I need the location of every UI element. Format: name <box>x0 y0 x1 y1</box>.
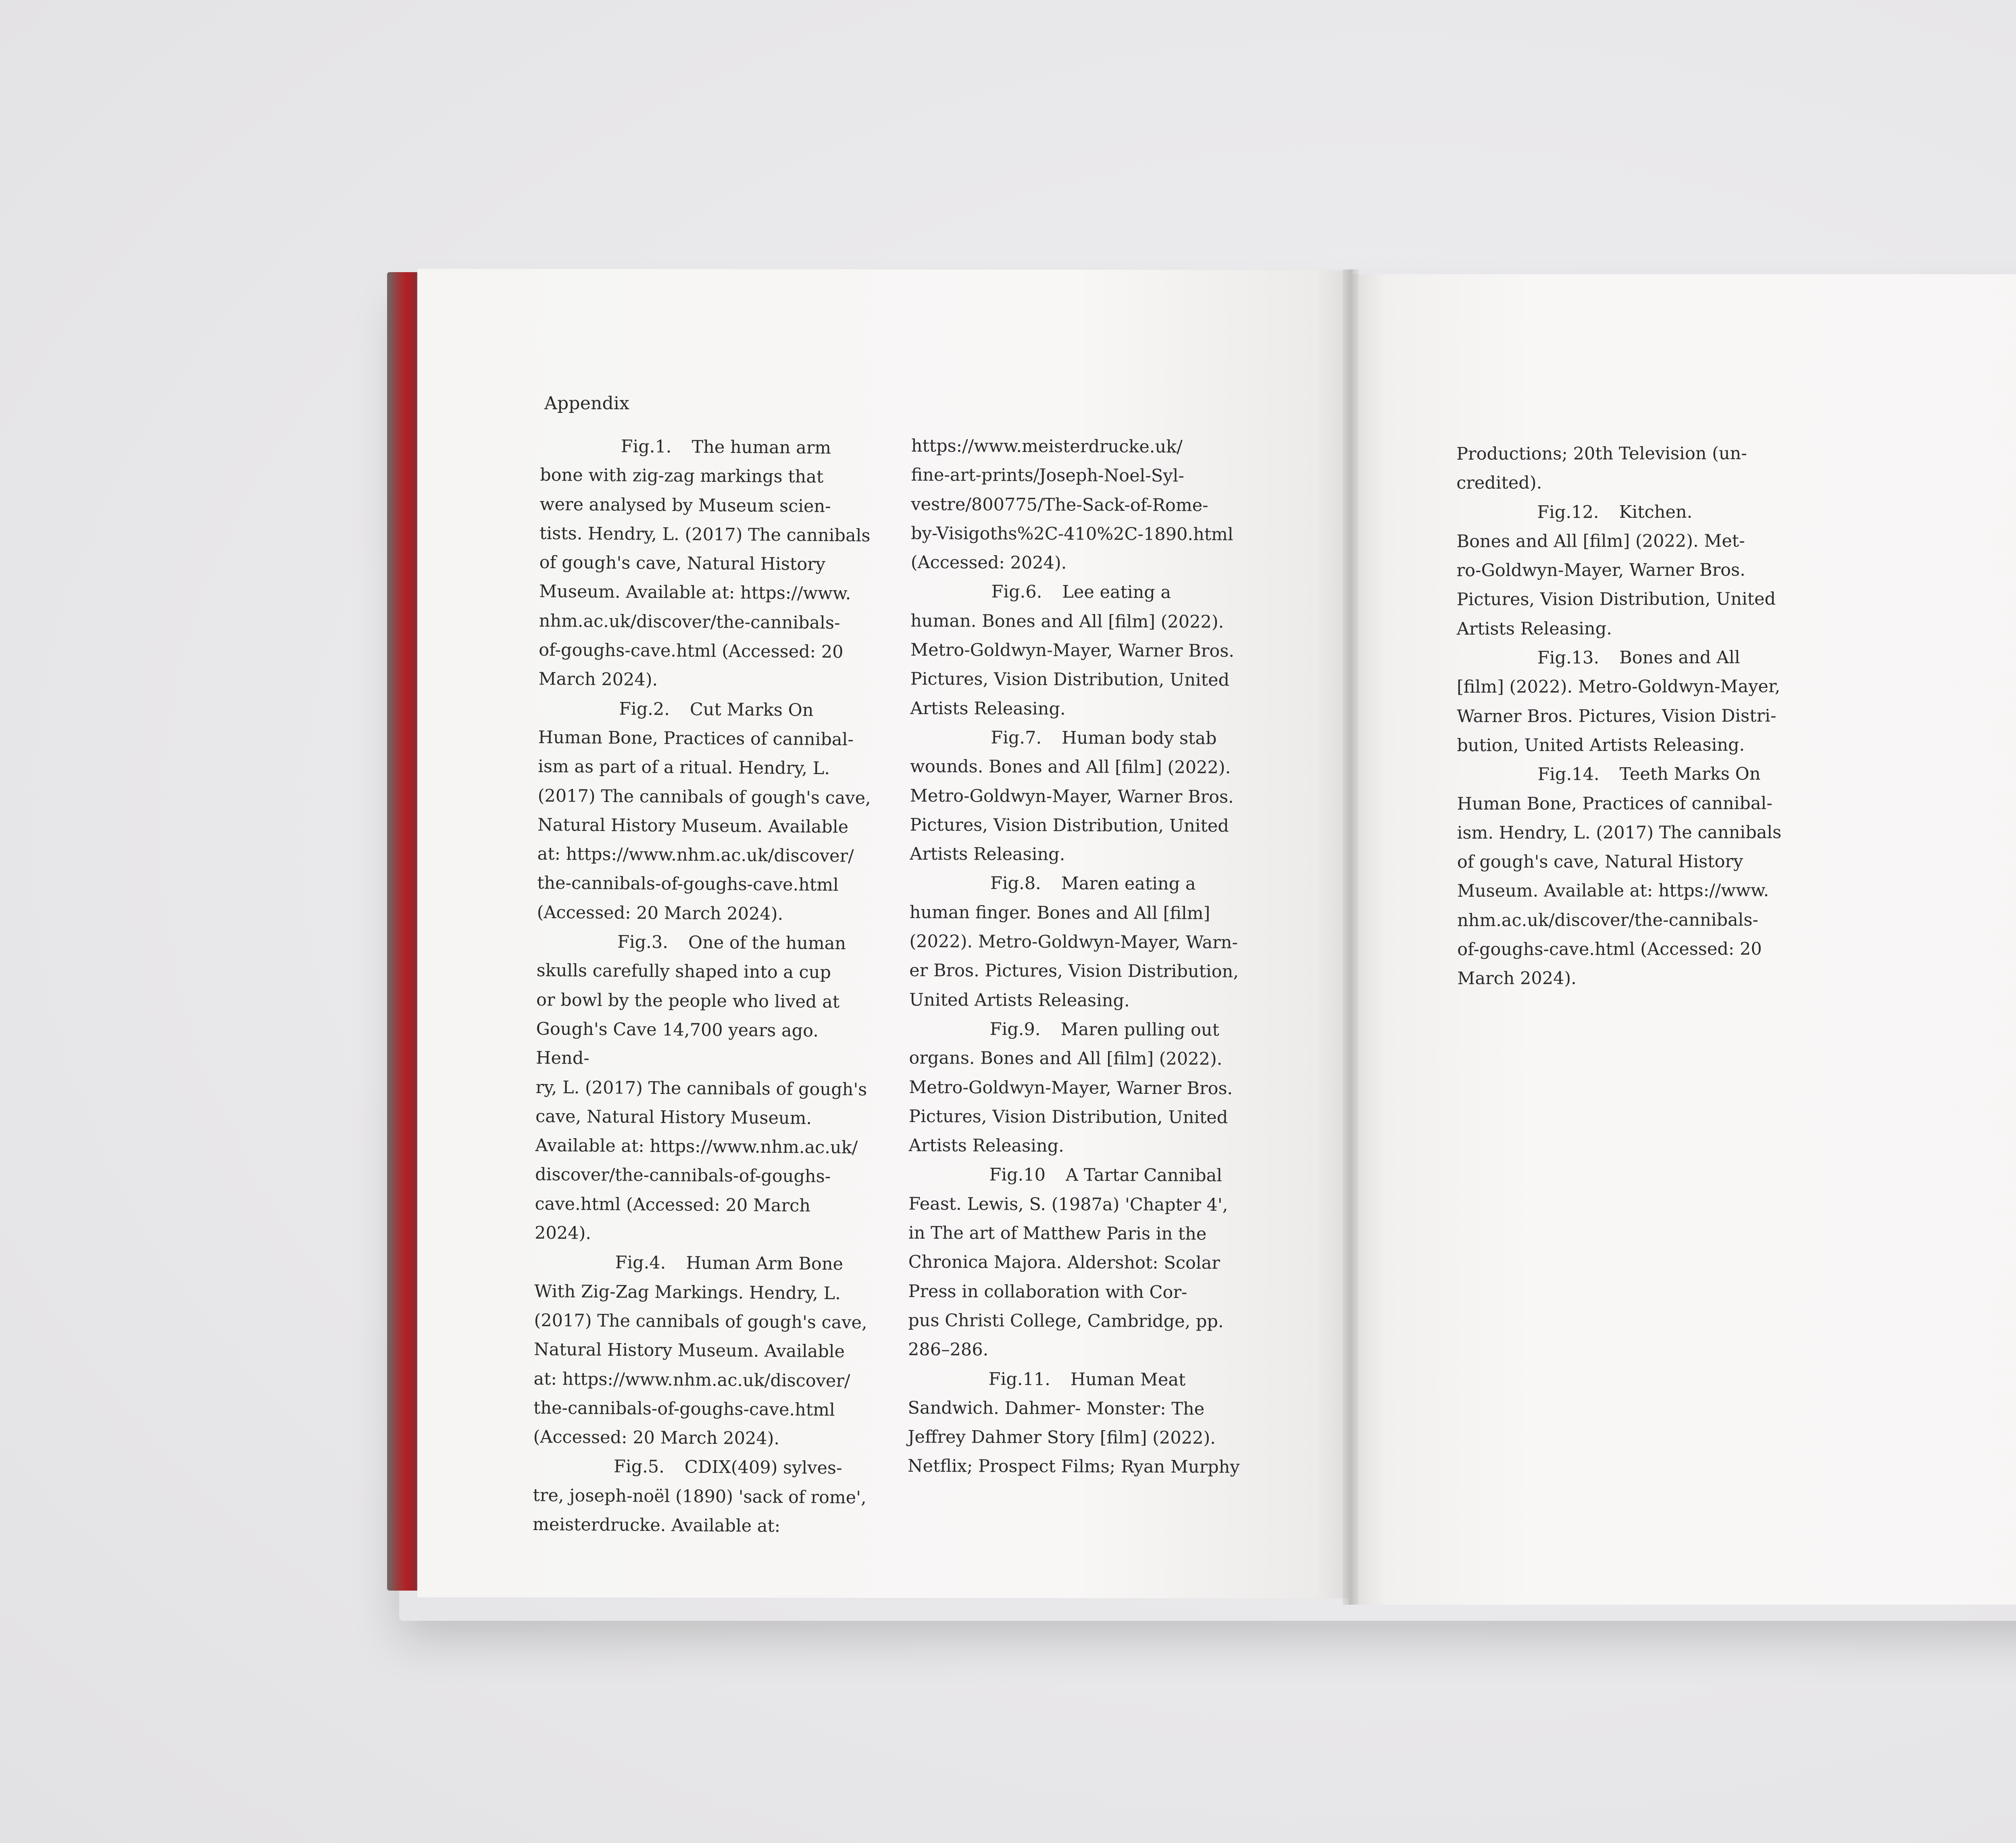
entry-line <box>908 1160 1243 1190</box>
entry-text: Human Meat <box>1070 1369 1186 1390</box>
entry-line <box>538 694 873 725</box>
entry-line <box>1457 585 1791 614</box>
entry-text: were analysed by Museum scien- <box>539 494 831 516</box>
entry-text: (Accessed: 20 March 2024). <box>533 1427 780 1449</box>
entry-text: (Accessed: 2024). <box>910 552 1067 573</box>
entry-line <box>534 1335 868 1366</box>
entry-line <box>908 1277 1243 1307</box>
figure-number: Fig.4. <box>615 1252 666 1273</box>
entry-text: or bowl by the people who lived at <box>536 989 840 1012</box>
entry-text: meisterdrucke. Available at: <box>532 1514 781 1537</box>
entry-line <box>908 1189 1243 1220</box>
entry-text: Bones and All <box>1619 647 1740 668</box>
entry-text: wounds. Bones and All [film] (2022). <box>910 756 1231 778</box>
entry-text: the-cannibals-of-goughs-cave.html <box>537 873 839 895</box>
appendix-entry <box>1456 439 1791 498</box>
entry-text: March 2024). <box>538 669 658 690</box>
appendix-entry <box>537 694 873 929</box>
show-through-text <box>1861 439 2016 614</box>
entry-line <box>1457 876 1792 906</box>
entry-line <box>1456 497 1791 527</box>
entry-text: Museum. Available at: https://www. <box>1457 881 1769 902</box>
entry-line <box>908 1218 1243 1249</box>
entry-text: (2022). Metro-Goldwyn-Mayer, Warn- <box>909 931 1238 953</box>
entry-line <box>909 1014 1244 1045</box>
entry-text: bution, United Artists Releasing. <box>1457 735 1745 756</box>
entry-line <box>539 548 874 579</box>
entry-text: organs. Bones and All [film] (2022). <box>909 1048 1223 1069</box>
figure-number: Fig.9. <box>989 1019 1041 1040</box>
entry-text: A Tartar Cannibal <box>1065 1165 1223 1186</box>
entry-line <box>910 577 1245 607</box>
entry-line <box>539 606 873 638</box>
entry-line <box>911 519 1245 549</box>
entry-line <box>538 664 873 696</box>
entry-text: The human arm <box>691 437 831 458</box>
entry-line <box>908 1422 1242 1453</box>
entry-text: Metro-Goldwyn-Mayer, Warner Bros. <box>910 785 1234 807</box>
entry-text: human. Bones and All [film] (2022). <box>910 610 1224 632</box>
entry-line <box>537 898 871 929</box>
entry-text: ry, L. (2017) The cannibals of gough's <box>535 1077 867 1100</box>
entry-text: credited). <box>1456 473 1542 494</box>
entry-text: United Artists Releasing. <box>909 989 1130 1011</box>
entry-line <box>1457 731 1791 760</box>
entry-text: [film] (2022). Metro-Goldwyn-Mayer, <box>1457 676 1781 698</box>
entry-line <box>911 548 1245 578</box>
entry-text: Natural History Museum. Available <box>537 814 849 837</box>
entry-text: Press in collaboration with Cor- <box>908 1281 1187 1303</box>
entry-line <box>536 985 871 1017</box>
entry-line <box>1457 701 1791 731</box>
entry-text: ro-Goldwyn-Mayer, Warner Bros. <box>1456 560 1745 581</box>
appendix-entry <box>535 927 872 1250</box>
entry-line <box>1457 847 1792 877</box>
entry-line <box>540 431 875 463</box>
entry-text: by-Visigoths%2C-410%2C-1890.html <box>911 523 1233 545</box>
appendix-entry <box>909 868 1244 1015</box>
entry-line <box>909 1131 1243 1161</box>
entry-line <box>910 810 1244 841</box>
entry-text: of-goughs-cave.html (Accessed: 20 <box>539 640 843 662</box>
entry-text: vestre/800775/The-Sack-of-Rome- <box>911 494 1208 516</box>
entry-text: of gough's cave, Natural History <box>539 552 826 575</box>
entry-line <box>1457 935 1792 964</box>
entry-text: (2017) The cannibals of gough's cave, <box>534 1310 867 1333</box>
entry-text: Artists Releasing. <box>1456 618 1612 639</box>
entry-line <box>1457 789 1792 818</box>
appendix-entry <box>910 577 1245 724</box>
entry-text: Human body stab <box>1062 728 1217 749</box>
entry-line <box>909 1102 1243 1132</box>
entry-text: March 2024). <box>1457 968 1577 989</box>
entry-text: Warner Bros. Pictures, Vision Distri- <box>1457 706 1776 727</box>
entry-line <box>1457 818 1792 848</box>
entry-text: (2017) The cannibals of gough's cave, <box>537 785 871 808</box>
appendix-entry <box>1456 497 1791 643</box>
entry-line <box>910 839 1244 870</box>
entry-line <box>908 1451 1242 1482</box>
entry-line <box>911 431 1246 462</box>
figure-number: Fig.10 <box>989 1165 1046 1185</box>
entry-text: pus Christi College, Cambridge, pp. <box>908 1310 1224 1332</box>
entry-text: Jeffrey Dahmer Story [film] (2022). <box>908 1427 1216 1448</box>
entry-line <box>1456 439 1791 469</box>
entry-text: Human Bone, Practices of cannibal- <box>538 727 854 750</box>
entry-text: tists. Hendry, L. (2017) The cannibals <box>539 523 871 546</box>
entry-text: discover/the-cannibals-of-goughs- <box>535 1164 831 1187</box>
entry-text: Maren pulling out <box>1060 1019 1219 1040</box>
entry-text: er Bros. Pictures, Vision Distribution, <box>909 960 1239 982</box>
entry-line <box>910 694 1245 724</box>
entry-line <box>535 1160 870 1191</box>
entry-line <box>533 1364 868 1395</box>
entry-text: https://www.meisterdrucke.uk/ <box>911 435 1183 457</box>
entry-text: cave, Natural History Museum. <box>535 1106 812 1129</box>
figure-number: Fig.7. <box>991 727 1042 748</box>
entry-text: Cut Marks On <box>689 699 814 721</box>
entry-line <box>537 810 872 842</box>
appendix-entry <box>1457 643 1792 760</box>
entry-text: of gough's cave, Natural History <box>1457 851 1743 873</box>
figure-number: Fig.2. <box>619 699 670 719</box>
entry-line <box>910 606 1245 637</box>
entry-line <box>533 1451 868 1483</box>
entry-line <box>909 1073 1243 1103</box>
entry-text: at: https://www.nhm.ac.uk/discover/ <box>533 1368 850 1391</box>
entry-text: Human Arm Bone <box>686 1253 843 1274</box>
entry-line <box>1457 643 1791 673</box>
entry-line <box>533 1510 867 1541</box>
entry-text: 286–286. <box>908 1339 989 1360</box>
entry-line <box>1457 614 1791 643</box>
entry-text: Pictures, Vision Distribution, United <box>910 669 1230 691</box>
figure-number: Fig.12. <box>1537 502 1599 523</box>
entry-line <box>533 1393 868 1425</box>
entry-line <box>540 460 875 492</box>
entry-text: Gough's Cave 14,700 years ago. Hend- <box>535 1018 819 1069</box>
entry-text: human finger. Bones and All [film] <box>909 902 1210 924</box>
entry-line <box>539 635 873 667</box>
entry-line <box>537 927 871 958</box>
entry-line <box>910 868 1244 899</box>
entry-line <box>1456 526 1791 556</box>
entry-line <box>908 1306 1243 1336</box>
left-page-column-1 <box>533 431 875 1541</box>
entry-text: (Accessed: 20 March 2024). <box>537 902 783 924</box>
entry-line <box>908 1247 1243 1278</box>
entry-text: ism. Hendry, L. (2017) The cannibals <box>1457 822 1782 843</box>
entry-text: Productions; 20th Television (un- <box>1456 443 1747 464</box>
appendix-entry <box>910 723 1245 870</box>
entry-text: ism as part of a ritual. Hendry, L. <box>538 756 830 779</box>
figure-number: Fig.6. <box>991 582 1042 602</box>
entry-line <box>910 781 1245 812</box>
entry-line <box>539 490 874 521</box>
entry-line <box>535 1189 870 1250</box>
entry-text: Bones and All [film] (2022). Met- <box>1456 531 1745 552</box>
entry-text: Pictures, Vision Distribution, United <box>1456 589 1776 610</box>
entry-text: Available at: https://www.nhm.ac.uk/ <box>535 1135 858 1158</box>
entry-text: fine-art-prints/Joseph-Noel-Syl- <box>911 465 1185 486</box>
entry-line <box>534 1247 869 1279</box>
entry-line <box>537 839 872 871</box>
entry-text: Sandwich. Dahmer- Monster: The <box>908 1397 1205 1419</box>
entry-line <box>539 577 874 608</box>
entry-line <box>908 1335 1243 1365</box>
entry-text: Metro-Goldwyn-Mayer, Warner Bros. <box>910 640 1235 661</box>
entry-text: cave.html (Accessed: 20 March 2024). <box>534 1193 811 1243</box>
entry-line <box>909 927 1244 957</box>
entry-line <box>534 1306 868 1337</box>
entry-text: Natural History Museum. Available <box>533 1339 845 1362</box>
entry-line <box>908 1364 1243 1394</box>
entry-text: Netflix; Prospect Films; Ryan Murphy <box>907 1456 1240 1478</box>
left-page-column-2 <box>908 431 1246 1482</box>
entry-text: Artists Releasing. <box>910 844 1065 865</box>
figure-number: Fig.14. <box>1537 764 1599 785</box>
entry-line <box>909 1043 1243 1074</box>
entry-line <box>909 956 1244 986</box>
appendix-entry <box>533 1247 869 1454</box>
entry-text: of-goughs-cave.html (Accessed: 20 <box>1457 939 1762 960</box>
figure-number: Fig.3. <box>617 932 669 953</box>
appendix-entry <box>908 1364 1243 1482</box>
appendix-entry <box>909 1014 1244 1161</box>
figure-number: Fig.8. <box>990 873 1041 894</box>
entry-text: tre, joseph-noël (1890) 'sack of rome', <box>533 1485 866 1508</box>
entry-line <box>536 956 871 987</box>
entry-line <box>534 1277 869 1308</box>
book-gutter <box>1343 269 1359 1605</box>
entry-line <box>537 781 872 813</box>
entry-line <box>909 985 1244 1016</box>
entry-line <box>911 490 1245 520</box>
entry-line <box>908 1393 1242 1424</box>
figure-number: Fig.5. <box>613 1456 665 1477</box>
entry-text: Museum. Available at: https://www. <box>539 581 851 604</box>
entry-text: Kitchen. <box>1619 502 1693 522</box>
entry-line <box>537 868 872 900</box>
figure-number: Fig.13. <box>1537 648 1599 668</box>
entry-text: Feast. Lewis, S. (1987a) 'Chapter 4', <box>908 1193 1228 1215</box>
entry-text: at: https://www.nhm.ac.uk/discover/ <box>537 844 854 866</box>
entry-line <box>1456 468 1791 498</box>
entry-line <box>536 1014 871 1075</box>
entry-text: in The art of Matthew Paris in the <box>908 1223 1207 1244</box>
entry-line <box>1457 964 1792 993</box>
entry-text: Pictures, Vision Distribution, United <box>908 1106 1228 1128</box>
figure-number: Fig.11. <box>988 1369 1051 1389</box>
entry-line <box>535 1072 870 1104</box>
entry-line <box>910 898 1244 928</box>
entry-text: nhm.ac.uk/discover/the-cannibals- <box>1457 910 1758 931</box>
entry-line <box>533 1422 868 1454</box>
entry-line <box>1457 556 1791 585</box>
entry-line <box>535 1131 870 1162</box>
entry-text: bone with zig-zag markings that <box>540 465 824 487</box>
entry-text: Maren eating a <box>1061 873 1196 894</box>
entry-text: Human Bone, Practices of cannibal- <box>1457 793 1772 814</box>
entry-line <box>538 752 873 783</box>
figure-number: Fig.1. <box>621 436 672 457</box>
entry-text: CDIX(409) sylves- <box>684 1457 842 1479</box>
entry-text: One of the human <box>688 932 846 954</box>
entry-line <box>535 1102 870 1133</box>
entry-text: Teeth Marks On <box>1619 764 1761 785</box>
entry-line <box>910 664 1245 695</box>
right-page-column-1 <box>1456 439 1792 993</box>
entry-text: Pictures, Vision Distribution, United <box>910 814 1229 836</box>
entry-line <box>1457 905 1792 935</box>
entry-text: Metro-Goldwyn-Mayer, Warner Bros. <box>909 1077 1233 1099</box>
entry-line <box>910 635 1245 666</box>
entry-text: skulls carefully shaped into a cup <box>536 960 831 983</box>
entry-line <box>1457 672 1791 702</box>
appendix-entry <box>538 431 875 696</box>
entry-line <box>538 723 873 754</box>
appendix-entry <box>1457 760 1792 993</box>
entry-text: Chronica Majora. Aldershot: Scolar <box>908 1252 1220 1273</box>
entry-text: Lee eating a <box>1062 582 1171 603</box>
entry-text: Artists Releasing. <box>910 698 1066 719</box>
left-running-head: Appendix <box>544 393 630 414</box>
entry-text: With Zig-Zag Markings. Hendry, L. <box>534 1281 841 1304</box>
entry-text: the-cannibals-of-goughs-cave.html <box>533 1397 835 1420</box>
appendix-entry <box>908 1160 1243 1365</box>
entry-line <box>1457 760 1791 789</box>
appendix-entry <box>533 1451 868 1541</box>
entry-line <box>539 519 874 550</box>
entry-line <box>911 460 1245 491</box>
entry-line <box>910 723 1245 753</box>
entry-text: nhm.ac.uk/discover/the-cannibals- <box>539 610 840 633</box>
appendix-entry <box>911 431 1246 578</box>
entry-line <box>910 752 1245 782</box>
entry-text: Artists Releasing. <box>908 1135 1064 1156</box>
entry-line <box>533 1481 867 1512</box>
